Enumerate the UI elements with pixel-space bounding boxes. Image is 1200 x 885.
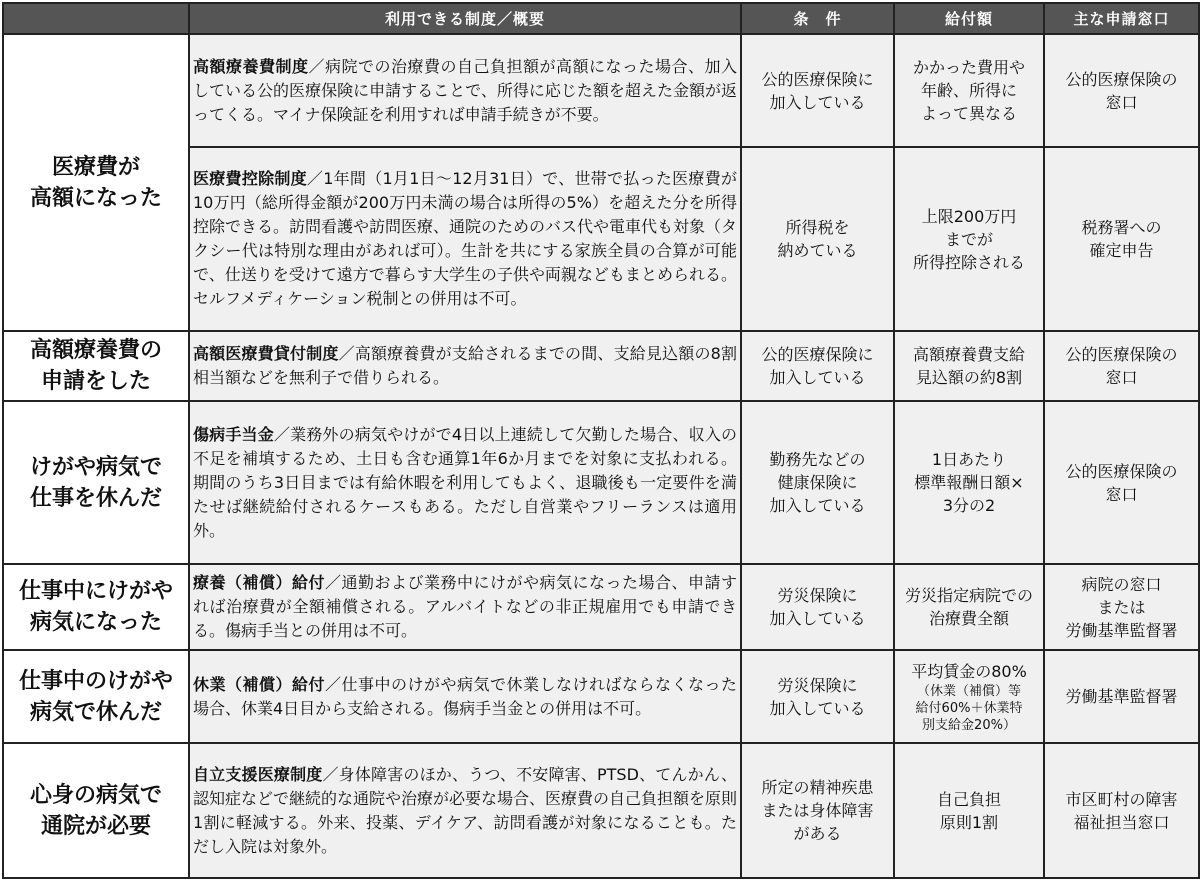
- description-cell: 休業（補償）給付／仕事中のけがや病気で休業しなければならなくなった場合、休業4日目から支給される。傷病手当金との併用は不可。: [189, 650, 741, 743]
- amount-cell: かかった費用や 年齢、所得に よって異なる: [894, 34, 1044, 147]
- category-cell: けがや病気で 仕事を休んだ: [3, 401, 189, 564]
- office-cell: 公的医療保険の 窓口: [1044, 401, 1199, 564]
- description-cell: 医療費控除制度／1年間（1月1日〜12月31日）で、世帯で払った医療費が10万円（総所得金額が200万円未満の場合は所得の5%）を超えた分を所得控除できる。訪問看護や訪問医療、通院のためのバス代や電車代も対象（タクシー代は特別な理由があれば可）。生計を共にする家族全員の合算が可能で、仕送りを受けて遠方で暮らす大学生の子供や両親などもまとめられる。セルフメディケーション税制との併用は不可。: [189, 147, 741, 331]
- category-cell: 高額療養費の 申請をした: [3, 331, 189, 401]
- condition-cell: 労災保険に 加入している: [741, 564, 894, 650]
- category-cell: 医療費が 高額になった: [3, 34, 189, 331]
- office-cell: 公的医療保険の 窓口: [1044, 331, 1199, 401]
- office-cell: 税務署への 確定申告: [1044, 147, 1199, 331]
- condition-cell: 所定の精神疾患 または身体障害 がある: [741, 743, 894, 878]
- amount-cell: 上限200万円 までが 所得控除される: [894, 147, 1044, 331]
- condition-cell: 所得税を 納めている: [741, 147, 894, 331]
- table-row: [3, 650, 1199, 743]
- system-name: 医療費控除制度: [193, 169, 307, 188]
- office-cell: 病院の窓口 または 労働基準監督署: [1044, 564, 1199, 650]
- table-row: [3, 401, 1199, 564]
- table-row: [3, 564, 1199, 650]
- table-row: [3, 743, 1199, 878]
- header-amount: 給付額: [894, 3, 1044, 34]
- table-row: [3, 34, 1199, 147]
- amount-cell: 平均賃金の80% （休業（補償）等 給付60%＋休業特 別支給金20%）: [894, 650, 1044, 743]
- table-row: [3, 331, 1199, 401]
- condition-cell: 勤務先などの 健康保険に 加入している: [741, 401, 894, 564]
- description-cell: 高額医療費貸付制度／高額療養費が支給されるまでの間、支給見込額の8割相当額などを無利子で借りられる。: [189, 331, 741, 401]
- amount-cell: 労災指定病院での 治療費全額: [894, 564, 1044, 650]
- description-cell: 療養（補償）給付／通勤および業務中にけがや病気になった場合、申請すれば治療費が全額補償される。アルバイトなどの非正規雇用でも申請できる。傷病手当との併用は不可。: [189, 564, 741, 650]
- condition-cell: 公的医療保険に 加入している: [741, 331, 894, 401]
- office-cell: 公的医療保険の 窓口: [1044, 34, 1199, 147]
- header-office: 主な申請窓口: [1044, 3, 1199, 34]
- description-cell: 自立支援医療制度／身体障害のほか、うつ、不安障害、PTSD、てんかん、認知症などで継続的な通院や治療が必要な場合、医療費の自己負担額を原則1割に軽減する。外来、投薬、デイケア、訪問看護が対象になることも。ただし入院は対象外。: [189, 743, 741, 878]
- description-cell: 傷病手当金／業務外の病気やけがで4日以上連続して欠勤した場合、収入の不足を補填するため、土日も含む通算1年6か月までを対象に支払われる。期間のうち3日目までは有給休暇を利用してもよく、退職後も一定要件を満たせば継続給付されるケースもある。ただし自営業やフリーランスは適用外。: [189, 401, 741, 564]
- amount-cell: 自己負担 原則1割: [894, 743, 1044, 878]
- header-category: [3, 3, 189, 34]
- condition-cell: 公的医療保険に 加入している: [741, 34, 894, 147]
- header-condition: 条 件: [741, 3, 894, 34]
- amount-cell: 高額療養費支給 見込額の約8割: [894, 331, 1044, 401]
- description-cell: 高額療養費制度／病院での治療費の自己負担額が高額になった場合、加入している公的医療保険に申請することで、所得に応じた額を超えた金額が返ってくる。マイナ保険証を利用すれば申請手続きが不要。: [189, 34, 741, 147]
- system-name: 高額療養費制度: [193, 56, 309, 76]
- benefits-table: [2, 2, 1200, 879]
- system-name: 療養（補償）給付: [193, 573, 325, 592]
- table-header-row: [3, 3, 1199, 34]
- system-name: 傷病手当金: [193, 424, 274, 444]
- category-cell: 仕事中にけがや 病気になった: [3, 564, 189, 650]
- category-cell: 心身の病気で 通院が必要: [3, 743, 189, 878]
- amount-cell: 1日あたり 標準報酬日額× 3分の2: [894, 401, 1044, 564]
- condition-cell: 労災保険に 加入している: [741, 650, 894, 743]
- system-name: 自立支援医療制度: [193, 764, 323, 784]
- system-name: 休業（補償）給付: [193, 674, 325, 694]
- system-name: 高額医療費貸付制度: [193, 344, 339, 363]
- office-cell: 労働基準監督署: [1044, 650, 1199, 743]
- category-cell: 仕事中のけがや 病気で休んだ: [3, 650, 189, 743]
- header-system: 利用できる制度／概要: [189, 3, 741, 34]
- office-cell: 市区町村の障害 福祉担当窓口: [1044, 743, 1199, 878]
- benefits-table-sheet: [0, 2, 1200, 885]
